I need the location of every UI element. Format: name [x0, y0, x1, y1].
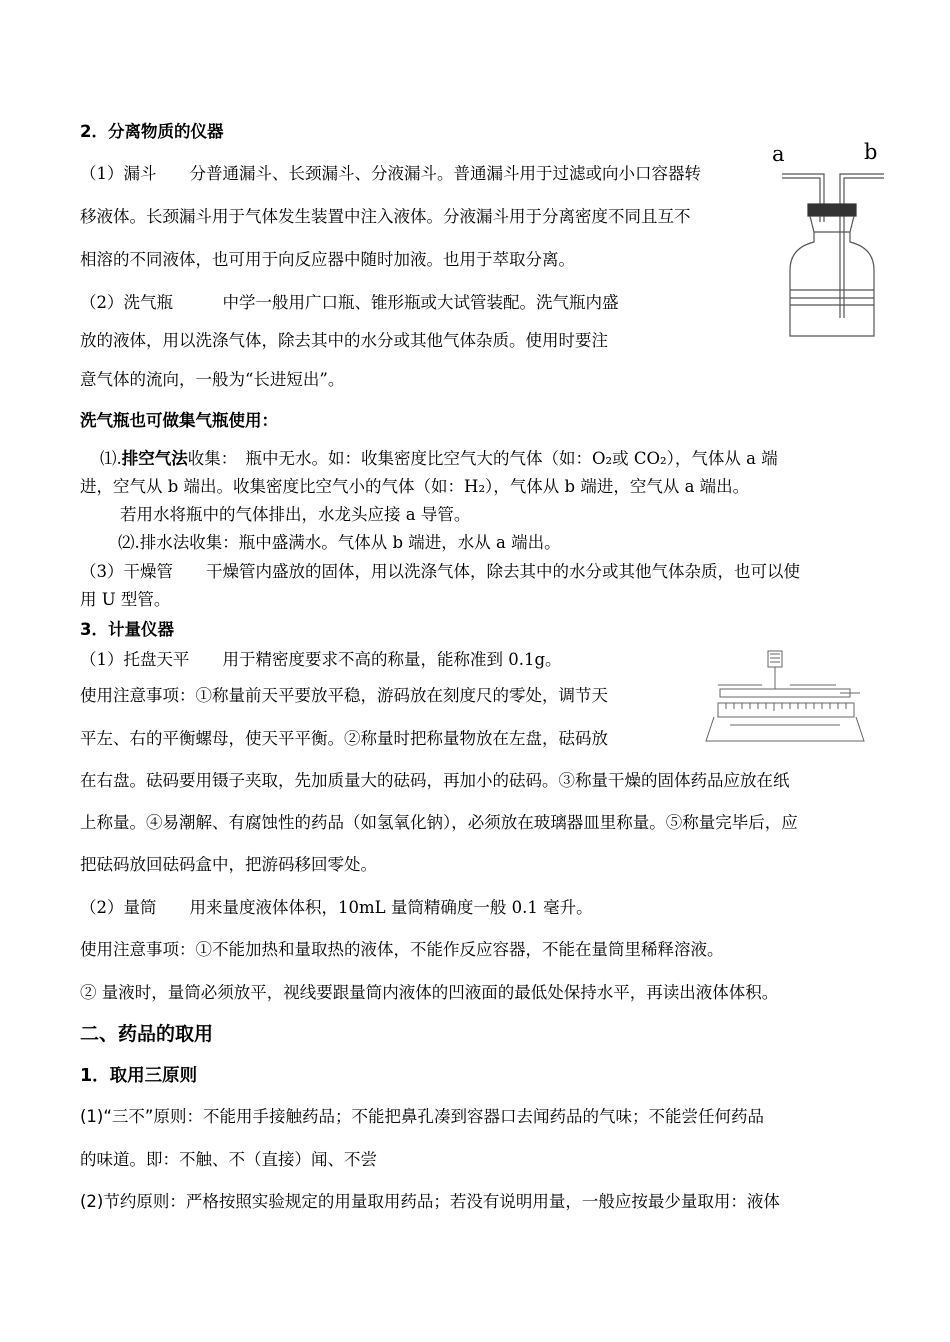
funnel-text-line: （1）漏斗 分普通漏斗、长颈漏斗、分液漏斗。普通漏斗用于过滤或向小口容器转	[80, 164, 701, 183]
subheading-three-principles: 1．取用三原则	[80, 1066, 198, 1086]
balance-text-line: （1）托盘天平 用于精密度要求不高的称量，能称准到 0.1g。	[80, 650, 562, 669]
air-displacement-label: 排空气法	[121, 449, 188, 468]
principle-text-line: 的味道。即：不触、不（直接）闻、不尝	[80, 1150, 377, 1169]
collect-heading: 洗气瓶也可做集气瓶使用：	[80, 411, 278, 430]
cylinder-text-line: （2）量筒 用来量度液体体积，10mL 量筒精确度一般 0.1 毫升。	[80, 898, 593, 917]
cylinder-text-line: 使用注意事项：①不能加热和量取热的液体，不能作反应容器，不能在量筒里稀释溶液。	[80, 940, 724, 959]
cylinder-text-line: ② 量液时，量筒必须放平，视线要跟量筒内液体的凹液面的最低处保持水平，再读出液体体积。	[80, 983, 779, 1002]
balance-text-line: 在右盘。砝码要用镊子夹取，先加质量大的砝码，再加小的砝码。③称量干燥的固体药品应放在纸	[80, 771, 790, 790]
balance-text-line: 使用注意事项：①称量前天平要放平稳，游码放在刻度尺的零处，调节天	[80, 686, 608, 705]
drying-text-line: （3）干燥管 干燥管内盛放的固体，用以洗涤气体，除去其中的水分或其他气体杂质，也可以使	[80, 562, 800, 581]
balance-drawing	[700, 645, 870, 750]
balance-text-line: 把砝码放回砝码盒中，把游码移回零处。	[80, 855, 377, 874]
drying-text-line: 用 U 型管。	[80, 590, 171, 609]
tube-a-label: a	[772, 142, 785, 166]
principle-text-line: (2)节约原则：严格按照实验规定的用量取用药品；若没有说明用量，一般应按最少量取用：液体	[80, 1192, 780, 1211]
collect-line-1	[100, 449, 778, 469]
principle-text-line: (1)“三不”原则：不能用手接触药品；不能把鼻孔凑到容器口去闻药品的气味；不能尝任何药品	[80, 1107, 764, 1126]
washbottle-text-line: 放的液体，用以洗涤气体，除去其中的水分或其他气体杂质。使用时要注	[80, 331, 608, 350]
section-heading-measuring: 3．计量仪器	[80, 620, 174, 639]
gas-washing-bottle-figure	[768, 140, 888, 340]
collect-line-1-rest: 收集： 瓶中无水。如：收集密度比空气大的气体（如：O₂或 CO₂），气体从 a 端	[187, 449, 778, 468]
part-heading-taking-drugs: 二、药品的取用	[80, 1023, 214, 1045]
balance-text-line: 上称量。④易潮解、有腐蚀性的药品（如氢氧化钠），必须放在玻璃器皿里称量。⑤称量完毕后，应	[80, 813, 798, 832]
washbottle-text-line: 意气体的流向，一般为“长进短出”。	[80, 370, 345, 389]
tray-balance-figure	[700, 645, 870, 750]
funnel-text-line: 相溶的不同液体，也可用于向反应器中随时加液。也用于萃取分离。	[80, 250, 575, 269]
collect-line-1-prefix: ⑴.	[100, 449, 122, 468]
collect-line-3: 若用水将瓶中的气体排出，水龙头应接 a 导管。	[120, 505, 471, 524]
funnel-text-line: 移液体。长颈漏斗用于气体发生装置中注入液体。分液漏斗用于分离密度不同且互不	[80, 207, 691, 226]
bottle-drawing	[768, 140, 888, 340]
tube-b-label: b	[864, 140, 878, 164]
collect-line-4: ⑵.排水法收集：瓶中盛满水。气体从 b 端进，水从 a 端出。	[118, 533, 561, 552]
washbottle-text-line: （2）洗气瓶 中学一般用广口瓶、锥形瓶或大试管装配。洗气瓶内盛	[80, 293, 619, 312]
collect-line-2: 进，空气从 b 端出。收集密度比空气小的气体（如：H₂），气体从 b 端进，空气从 a 端出。	[80, 477, 750, 496]
balance-text-line: 平左、右的平衡螺母，使天平平衡。②称量时把称量物放在左盘，砝码放	[80, 729, 608, 748]
section-heading-separation: 2．分离物质的仪器	[80, 122, 224, 141]
